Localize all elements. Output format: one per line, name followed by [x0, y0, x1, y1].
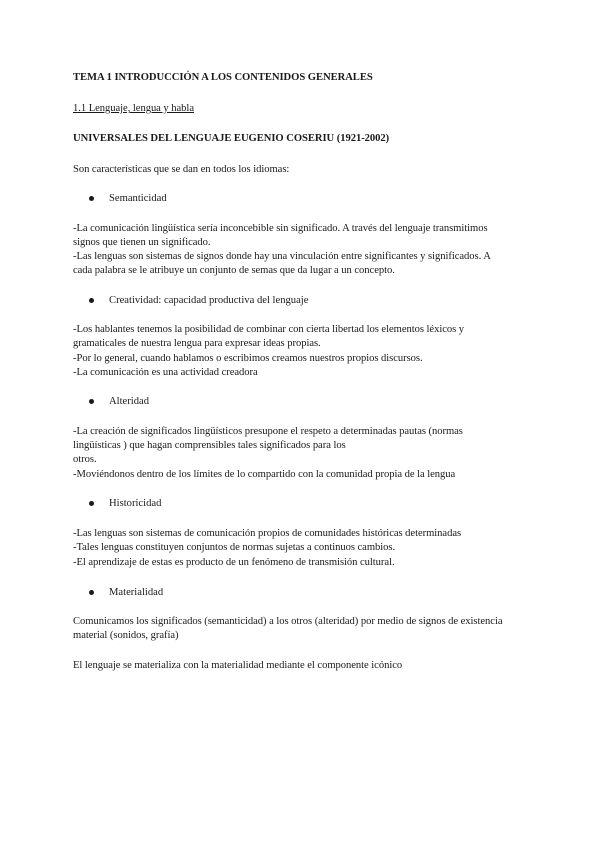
paragraph-line: Comunicamos los significados (semanticidad) a los otros (alteridad) por medio de signos de existencia — [73, 616, 503, 627]
paragraph-line: gramaticales de nuestra lengua para expresar ideas propias. — [73, 338, 321, 349]
paragraph-line: lingüísticas ) que hagan comprensibles tales significados para los — [73, 440, 346, 451]
bullet-alteridad: Alteridad — [109, 396, 150, 407]
paragraph-line: -Las lenguas son sistemas de comunicación propios de comunidades históricas determinadas — [73, 528, 462, 539]
paragraph-line: -Los hablantes tenemos la posibilidad de combinar con cierta libertad los elementos léxicos y — [73, 324, 465, 335]
paragraph-line: -La comunicación lingüística sería inconcebible sin significado. A través del lenguaje transmitimos — [73, 223, 488, 234]
bullet-historicidad: Historicidad — [109, 498, 162, 509]
closing-paragraph: El lenguaje se materializa con la materialidad mediante el componente icónico — [73, 660, 403, 671]
paragraph-line: -Por lo general, cuando hablamos o escribimos creamos nuestros propios discursos. — [73, 353, 423, 364]
intro-text: Son características que se dan en todos los idiomas: — [73, 164, 290, 175]
paragraph-line: -La comunicación es una actividad creadora — [73, 367, 258, 378]
bullet-dot-icon — [89, 298, 94, 303]
section-heading: UNIVERSALES DEL LENGUAJE EUGENIO COSERIU (1921-2002) — [73, 133, 390, 144]
document-title: TEMA 1 INTRODUCCIÓN A LOS CONTENIDOS GENERALES — [73, 72, 373, 83]
bullet-materialidad: Materialidad — [109, 587, 164, 598]
paragraph-line: cada palabra se le atribuye un conjunto de semas que da lugar a un concepto. — [73, 265, 395, 276]
bullet-dot-icon — [89, 590, 94, 595]
section-subtitle: 1.1 Lenguaje, lengua y habla — [73, 103, 194, 114]
bullet-dot-icon — [89, 501, 94, 506]
paragraph-line: material (sonidos, grafía) — [73, 630, 179, 641]
paragraph-line: -Las lenguas son sistemas de signos donde hay una vinculación entre significantes y significados. A — [73, 251, 491, 262]
paragraph-line: otros. — [73, 454, 97, 465]
paragraph-line: -Moviéndonos dentro de los límites de lo compartido con la comunidad propia de la lengua — [73, 469, 456, 480]
paragraph-line: -El aprendizaje de estas es producto de un fenómeno de transmisión cultural. — [73, 557, 395, 568]
paragraph-line: -La creación de significados lingüísticos presupone el respeto a determinadas pautas (normas — [73, 426, 463, 437]
paragraph-line: signos que tienen un significado. — [73, 237, 211, 248]
paragraph-line: -Tales lenguas constituyen conjuntos de normas sujetas a continuos cambios. — [73, 542, 396, 553]
bullet-creatividad: Creatividad: capacidad productiva del lenguaje — [109, 295, 309, 306]
bullet-semanticidad: Semanticidad — [109, 193, 167, 204]
bullet-dot-icon — [89, 196, 94, 201]
bullet-dot-icon — [89, 399, 94, 404]
